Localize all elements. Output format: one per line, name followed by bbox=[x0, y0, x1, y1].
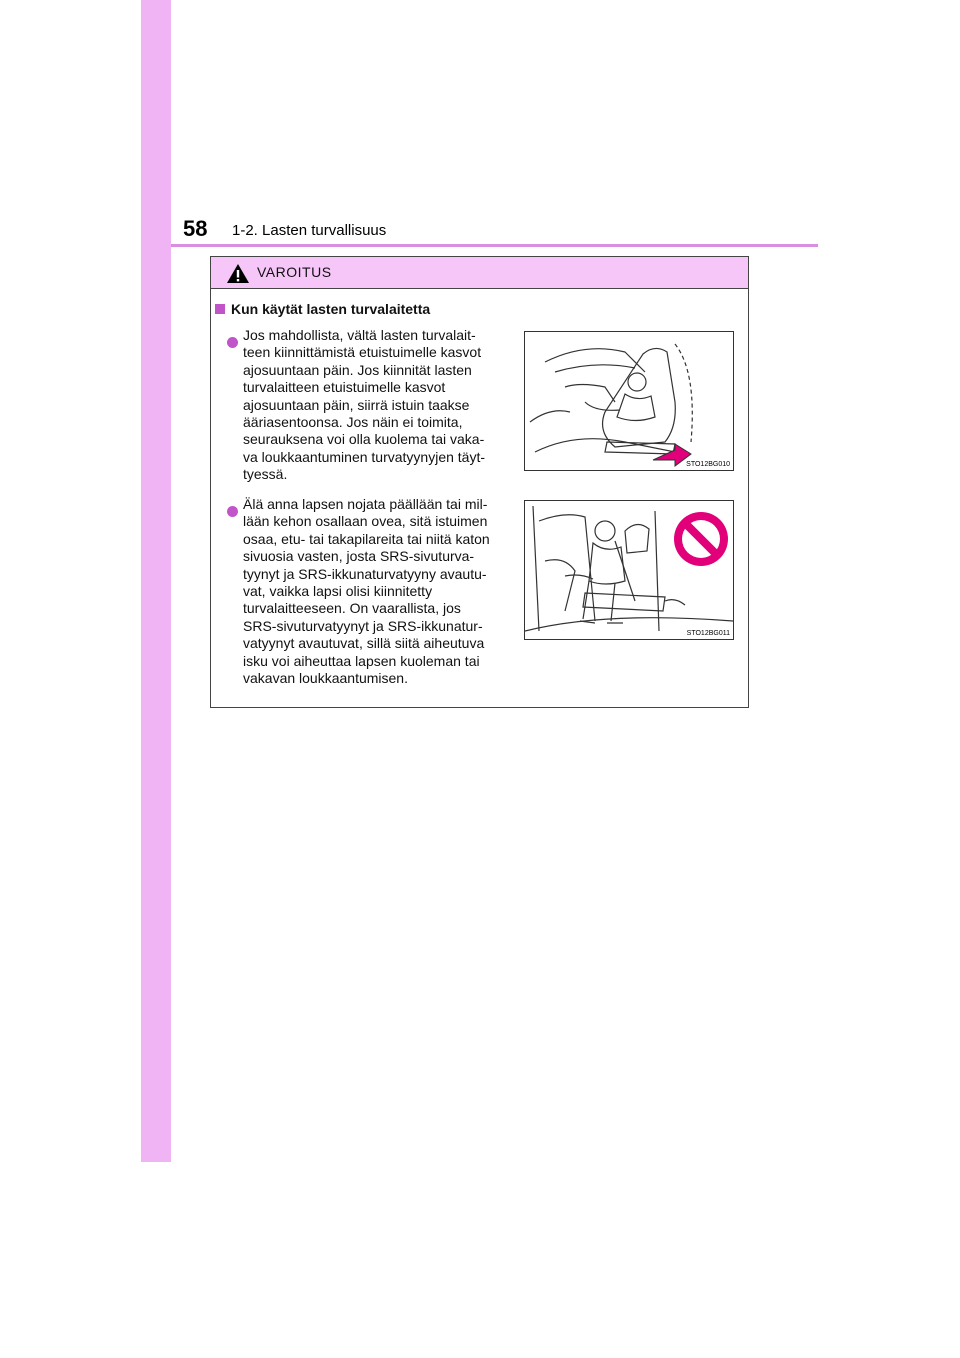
figure-code: STO12BG010 bbox=[686, 461, 730, 468]
child-leaning-door-figure bbox=[524, 500, 734, 640]
warning-title: VAROITUS bbox=[257, 264, 332, 280]
warning-header bbox=[211, 257, 748, 289]
child-seat-front-figure bbox=[524, 331, 734, 471]
side-color-band bbox=[141, 0, 171, 1162]
child-seat-illustration bbox=[525, 332, 733, 470]
child-leaning-illustration bbox=[525, 501, 733, 639]
bullet-dot-icon bbox=[227, 506, 238, 517]
warning-item-1-text: Jos mahdollista, vältä lasten turvalait- teen kiinnittämistä etuistuimelle kasvot ajosuuntaan päin. Jos kiinnität lasten turvalaitteen etuistuimelle kasvot ajosuuntaan päin, siirrä istuin taakse ääriasentoonsa. Jos näin ei toimita, seurauksena voi olla kuolema tai vaka- va loukkaantuminen turvatyynyjen täyt- tyessä. bbox=[243, 327, 486, 483]
bullet-dot-icon bbox=[227, 337, 238, 348]
warning-subheading bbox=[215, 301, 430, 317]
page-number: 58 bbox=[183, 216, 208, 241]
header-rule bbox=[171, 244, 818, 247]
warning-triangle-icon bbox=[226, 263, 250, 284]
warning-item-2-text: Älä anna lapsen nojata päällään tai mil- lään kehon osallaan ovea, sitä istuimen osaa, etu- tai takapilareita tai niitä katon sivuosia vasten, josta SRS-sivuturva- tyynyt ja SRS-ikkunaturvatyyny avautu- vat, vaikka lapsi olisi kiinnitetty turvalaitteeseen. On vaarallista, jos SRS-sivuturvatyynyt ja SRS-ikkunatur- vatyynyt avautuvat, sillä siitä aiheutuva isku voi aiheuttaa lapsen kuoleman tai vakavan loukkaantumisen. bbox=[243, 496, 490, 687]
square-bullet-icon bbox=[215, 304, 225, 314]
warning-box bbox=[210, 256, 749, 708]
section-title: 1-2. Lasten turvallisuus bbox=[232, 222, 387, 239]
figure-code: STO12BG011 bbox=[686, 630, 730, 637]
warning-subheading-text: Kun käytät lasten turvalaitetta bbox=[231, 301, 431, 317]
